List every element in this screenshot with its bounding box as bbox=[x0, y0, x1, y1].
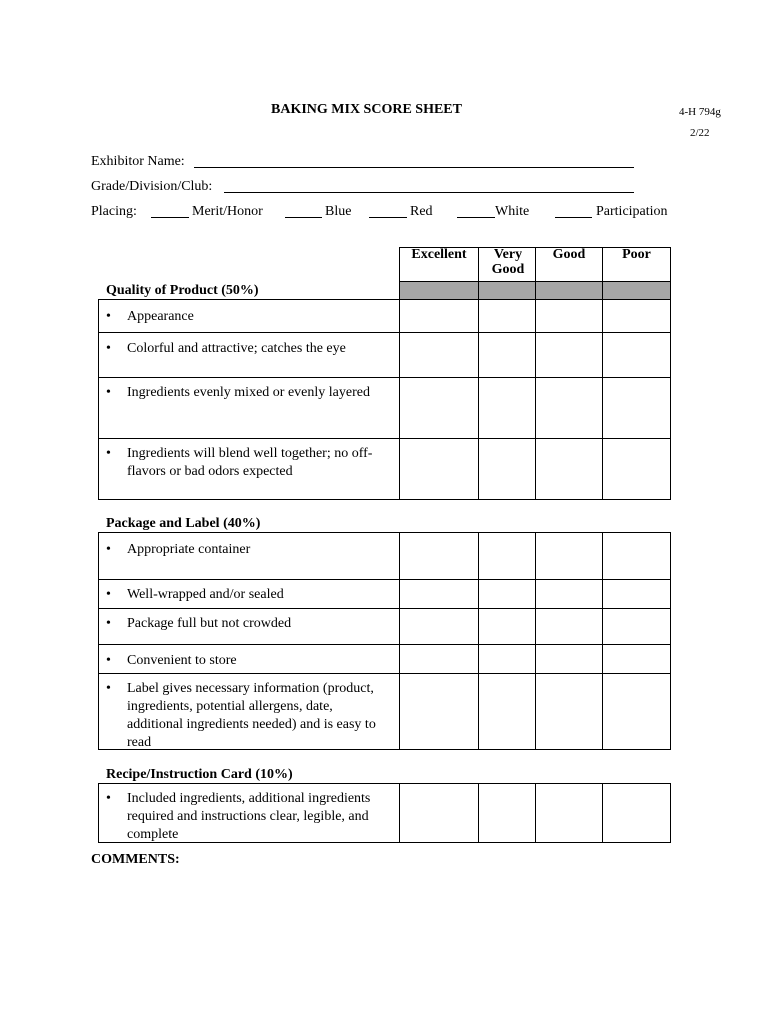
column-good: Good bbox=[552, 247, 586, 262]
bullet: • bbox=[106, 653, 111, 668]
placing-participation-label: Participation bbox=[596, 204, 668, 219]
bullet: • bbox=[106, 446, 111, 461]
criterion-package-full: Package full but not crowded bbox=[127, 616, 292, 631]
placing-white-label: White bbox=[495, 204, 530, 219]
placing-merit-label: Merit/Honor bbox=[192, 204, 263, 219]
bullet: • bbox=[106, 542, 111, 557]
bullet: • bbox=[106, 791, 111, 806]
bullet: • bbox=[106, 616, 111, 631]
criterion-appropriate-container: Appropriate container bbox=[127, 542, 251, 557]
criterion-label-information: Label gives necessary information (product, ingredients, potential allergens, date, additional ingredients needed) and is easy to read bbox=[127, 681, 376, 750]
column-excellent: Excellent bbox=[411, 247, 467, 262]
form-code: 4-H 794g bbox=[679, 106, 721, 118]
criterion-convenient-to-store: Convenient to store bbox=[127, 653, 237, 668]
section-package-and-label-title: Package and Label (40%) bbox=[106, 516, 261, 531]
column-very-good: Very Good bbox=[491, 247, 525, 277]
placing-blue-blank[interactable] bbox=[285, 217, 322, 218]
bullet: • bbox=[106, 341, 111, 356]
section-quality-of-product-title: Quality of Product (50%) bbox=[106, 283, 259, 298]
placing-merit-blank[interactable] bbox=[151, 217, 189, 218]
placing-red-blank[interactable] bbox=[369, 217, 407, 218]
bullet: • bbox=[106, 309, 111, 324]
criterion-appearance: Appearance bbox=[127, 309, 194, 324]
grade-division-club-field[interactable] bbox=[224, 192, 634, 193]
form-date: 2/22 bbox=[690, 127, 710, 139]
placing-red-label: Red bbox=[410, 204, 433, 219]
criterion-well-wrapped: Well-wrapped and/or sealed bbox=[127, 587, 284, 602]
placing-participation-blank[interactable] bbox=[555, 217, 592, 218]
criterion-included-ingredients: Included ingredients, additional ingredients required and instructions clear, legible, and complete bbox=[127, 791, 371, 842]
bullet: • bbox=[106, 681, 111, 696]
criterion-blend-well: Ingredients will blend well together; no off-flavors or bad odors expected bbox=[127, 446, 373, 479]
page-title: BAKING MIX SCORE SHEET bbox=[271, 102, 462, 117]
exhibitor-name-field[interactable] bbox=[194, 167, 634, 168]
criterion-colorful: Colorful and attractive; catches the eye bbox=[127, 341, 346, 356]
placing-white-blank[interactable] bbox=[457, 217, 495, 218]
bullet: • bbox=[106, 587, 111, 602]
column-poor: Poor bbox=[622, 247, 651, 262]
section-recipe-instruction-card-title: Recipe/Instruction Card (10%) bbox=[106, 767, 293, 782]
bullet: • bbox=[106, 385, 111, 400]
grade-division-club-label: Grade/Division/Club: bbox=[91, 179, 213, 194]
placing-blue-label: Blue bbox=[325, 204, 352, 219]
placing-label: Placing: bbox=[91, 204, 137, 219]
comments-label: COMMENTS: bbox=[91, 852, 180, 867]
criterion-evenly-mixed: Ingredients evenly mixed or evenly layered bbox=[127, 385, 370, 400]
exhibitor-name-label: Exhibitor Name: bbox=[91, 154, 185, 169]
